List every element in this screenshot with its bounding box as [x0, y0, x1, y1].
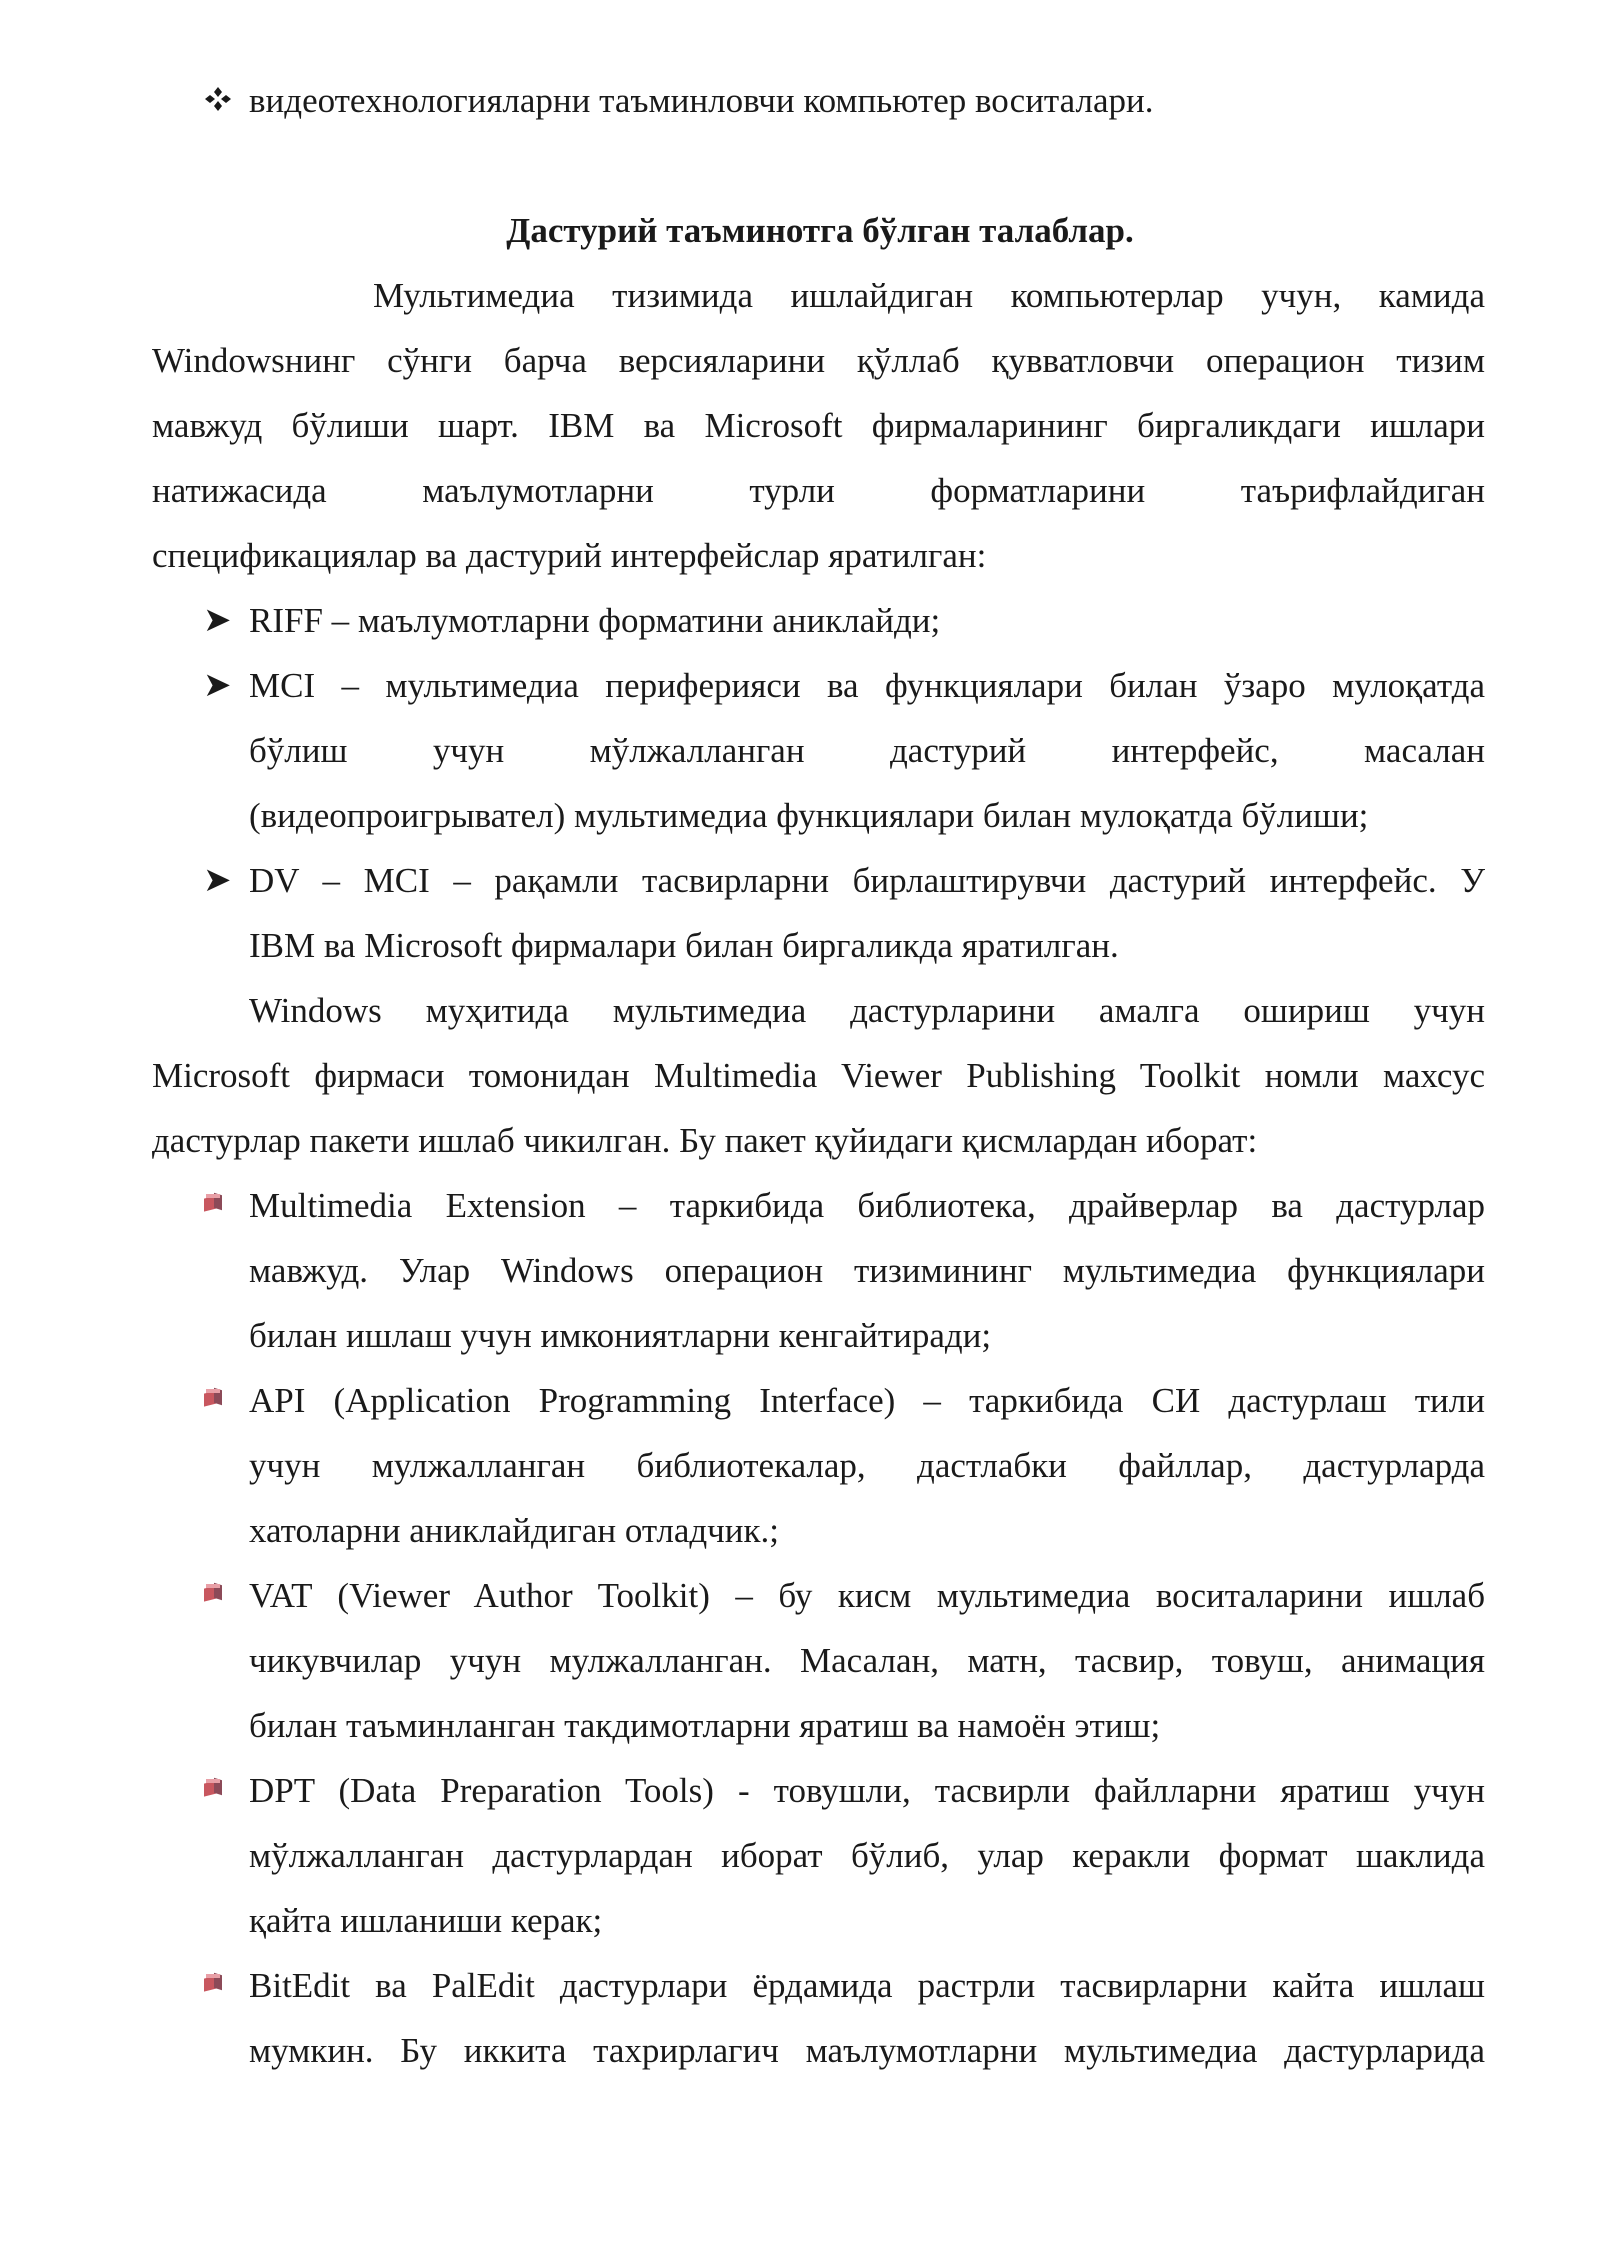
text-line: билан таъминланган такдимотларни яратиш ва намоён этиш; — [249, 1706, 1161, 1745]
square-bullet-icon — [204, 1974, 222, 1992]
text-line: натижасида маълумотларни турли форматларини таърифлайдиган — [152, 471, 1485, 510]
text-line: бўлиш учун мўлжалланган дастурий интерфейс, масалан — [249, 731, 1485, 770]
text-line: дастурлар пакети ишлаб чикилган. Бу пакет қуйидаги қисмлардан иборат: — [152, 1121, 1258, 1160]
text-line: Windows муҳитида мультимедиа дастурларини амалга ошириш учун — [249, 991, 1485, 1030]
text-line: DPT (Data Preparation Tools) - товушли, тасвирли файлларни яратиш учун — [249, 1771, 1485, 1810]
text-line: билан ишлаш учун имкониятларни кенгайтиради; — [249, 1316, 992, 1355]
arrow-bullet-icon: ➤ — [203, 602, 232, 639]
text-line: хатоларни аниклайдиган отладчик.; — [249, 1511, 779, 1550]
text-line: мумкин. Бу иккита тахрирлагич маълумотларни мультимедиа дастурларида — [249, 2031, 1485, 2070]
text-line: API (Application Programming Interface) – таркибида СИ дастурлаш тили — [249, 1381, 1485, 1420]
text-line: видеотехнологияларни таъминловчи компьютер воситалари. — [249, 81, 1154, 120]
text-line: қайта ишланиши керак; — [249, 1901, 603, 1940]
text-line: (видеопроигрывател) мультимедиа функциялари билан мулоқатда бўлиши; — [249, 796, 1369, 835]
text-line: Multimedia Extension – таркибида библиотека, драйверлар ва дастурлар — [249, 1186, 1485, 1225]
text-line: мўлжалланган дастурлардан иборат бўлиб, улар керакли формат шаклида — [249, 1836, 1485, 1875]
text-line: спецификациялар ва дастурий интерфейслар яратилган: — [152, 536, 987, 575]
text-line: Windowsнинг сўнги барча версияларини қўллаб қувватловчи операцион тизим — [152, 341, 1485, 380]
section-title: Дастурий таъминотга бўлган талаблар. — [506, 211, 1134, 250]
square-bullet-icon — [204, 1194, 222, 1212]
arrow-bullet-icon: ➤ — [203, 667, 232, 704]
text-line: RIFF – маълумотларни форматини аниклайди; — [249, 601, 941, 640]
text-line: Microsoft фирмаси томонидан Multimedia Viewer Publishing Toolkit номли махсус — [152, 1056, 1485, 1095]
square-bullet-icon — [204, 1389, 222, 1407]
arrow-bullet-icon: ➤ — [203, 862, 232, 899]
diamond-bullet-icon — [201, 84, 235, 118]
text-line: DV – MCI – рақамли тасвирларни бирлаштирувчи дастурий интерфейс. У — [249, 861, 1485, 900]
text-line: VAT (Viewer Author Toolkit) – бу кисм мультимедиа воситаларини ишлаб — [249, 1576, 1485, 1615]
text-line: мавжуд бўлиши шарт. IBM ва Microsoft фирмаларининг биргаликдаги ишлари — [152, 406, 1485, 445]
text-line: чикувчилар учун мулжалланган. Масалан, матн, тасвир, товуш, анимация — [249, 1641, 1485, 1680]
text-line: MCI – мультимедиа периферияси ва функциялари билан ўзаро мулоқатда — [249, 666, 1485, 705]
text-line: учун мулжалланган библиотекалар, дастлабки файллар, дастурларда — [249, 1446, 1485, 1485]
text-line: мавжуд. Улар Windows операцион тизимининг мультимедиа функциялари — [249, 1251, 1485, 1290]
square-bullet-icon — [204, 1584, 222, 1602]
text-line: Мультимедиа тизимида ишлайдиган компьютерлар учун, камида — [373, 276, 1485, 315]
square-bullet-icon — [204, 1779, 222, 1797]
text-line: IBM ва Microsoft фирмалари билан биргаликда яратилган. — [249, 926, 1119, 965]
text-line: BitEdit ва PalEdit дастурлари ёрдамида растрли тасвирларни кайта ишлаш — [249, 1966, 1485, 2005]
